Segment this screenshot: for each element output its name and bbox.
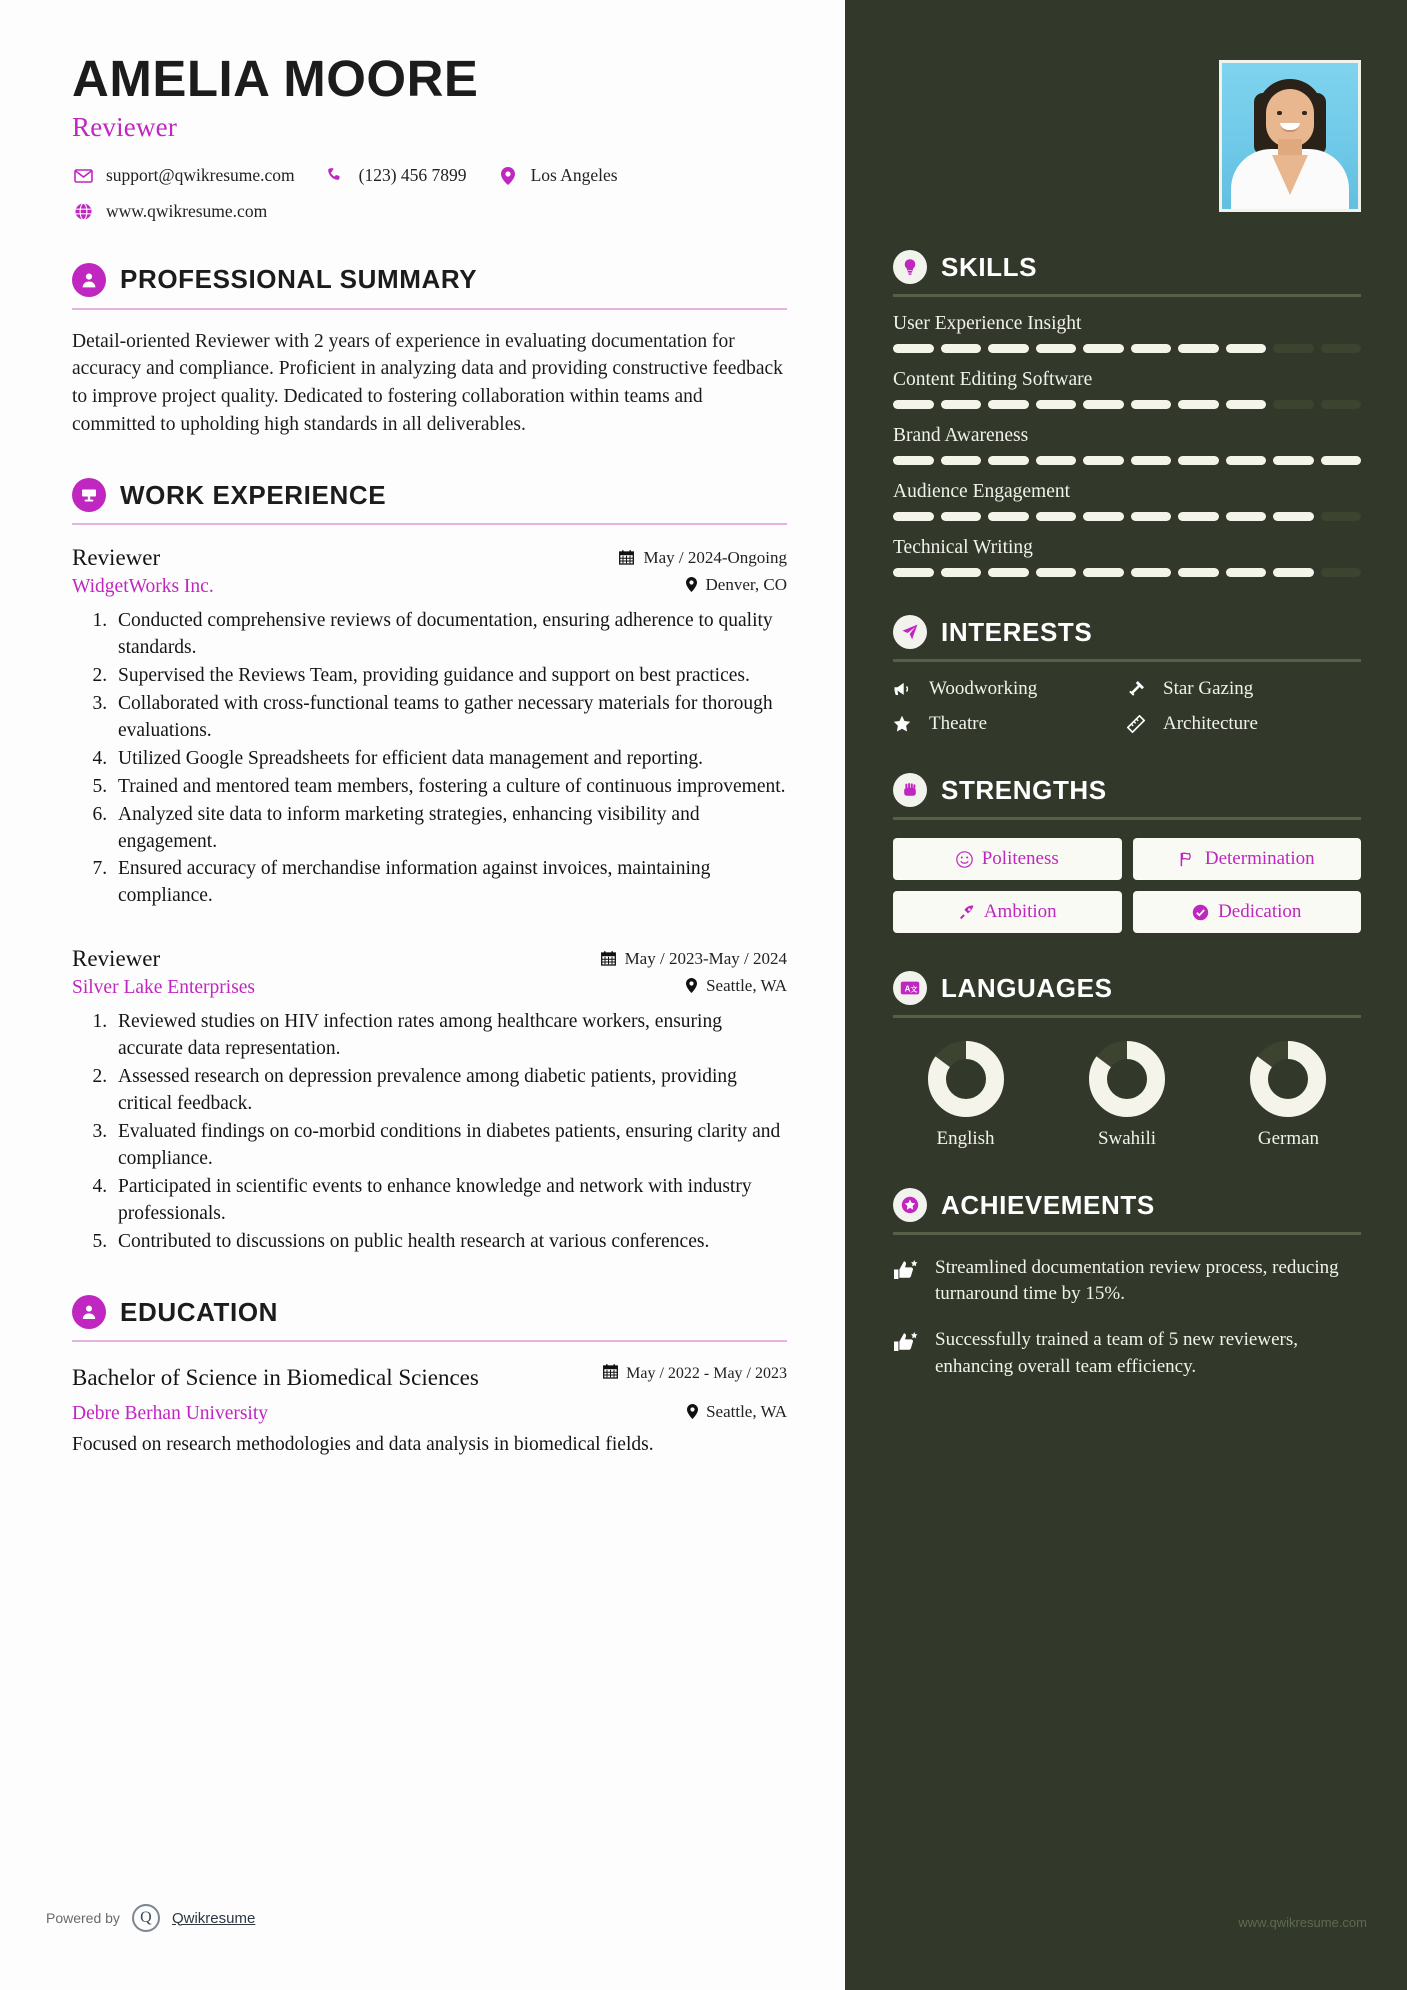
contact-row-2 (72, 201, 787, 223)
skill-segment (1273, 400, 1314, 409)
section-header (893, 1188, 1361, 1222)
skill-level-bar (893, 400, 1361, 409)
job-role-subtitle: Reviewer (72, 111, 178, 142)
section-header (893, 615, 1361, 649)
language-name: English (936, 1128, 995, 1149)
section-work-experience (72, 478, 787, 1255)
skill-segment (1321, 568, 1362, 577)
skill-level-bar (893, 344, 1361, 353)
skill-segment (1178, 568, 1219, 577)
globe-icon (72, 201, 94, 223)
section-languages (893, 971, 1361, 1150)
skill-item (893, 369, 1361, 409)
skill-segment (941, 344, 982, 353)
skill-segment (1273, 456, 1314, 465)
experience-location (686, 976, 787, 996)
education-title-row (72, 1364, 787, 1391)
skill-segment (1178, 456, 1219, 465)
briefcase-icon (72, 478, 106, 512)
section-divider (72, 1340, 787, 1342)
phone-icon (325, 165, 347, 187)
interest-item (1127, 713, 1361, 735)
skill-segment (1178, 400, 1219, 409)
experience-dates-text: May / 2024-Ongoing (643, 547, 787, 567)
skill-item (893, 537, 1361, 577)
language-item (893, 1040, 1038, 1150)
avatar (1219, 60, 1361, 212)
section-education (72, 1295, 787, 1458)
contact-phone-text: (123) 456 7899 (358, 165, 467, 186)
skill-segment (1321, 344, 1362, 353)
smiley-icon (956, 851, 973, 868)
footer-brand-link[interactable]: Qwikresume (171, 1909, 256, 1927)
list-item: 5. Contributed to discussions on public health research at various conferences. (112, 1229, 787, 1256)
education-date-separator: - (703, 1365, 710, 1383)
language-progress-donut (1249, 1040, 1327, 1118)
paper-plane-icon (893, 615, 927, 649)
megaphone-icon (893, 681, 919, 697)
svg-text:文: 文 (910, 986, 918, 994)
interest-label: Theatre (929, 713, 988, 734)
section-header (72, 1295, 787, 1329)
strength-item (1133, 838, 1362, 880)
section-skills (893, 250, 1361, 577)
experience-title-row (72, 946, 787, 972)
strength-label: Ambition (983, 901, 1057, 922)
section-title: INTERESTS (941, 616, 1093, 647)
skill-item (893, 313, 1361, 353)
contact-row-1 (72, 165, 787, 187)
skill-segment (1131, 400, 1172, 409)
sidebar-watermark: www.qwikresume.com (1238, 1915, 1367, 1930)
skill-segment (1273, 344, 1314, 353)
skill-name: Brand Awareness (893, 425, 1029, 446)
skill-level-bar (893, 456, 1361, 465)
list-item: 4. Utilized Google Spreadsheets for efficient data management and reporting. (112, 746, 787, 773)
achievement-item (893, 1327, 1361, 1379)
contact-info (72, 165, 787, 223)
section-title: WORK EXPERIENCE (120, 479, 387, 510)
avatar-eye-right (1302, 111, 1307, 115)
skill-segment (941, 568, 982, 577)
skill-segment (1083, 400, 1124, 409)
experience-job-title: Reviewer (72, 946, 161, 972)
star-icon (893, 715, 919, 733)
list-item: 6. Analyzed site data to inform marketing strategies, enhancing visibility and engagement. (112, 802, 787, 856)
contact-phone[interactable] (325, 165, 467, 187)
skill-segment (1178, 512, 1219, 521)
skill-segment (893, 344, 934, 353)
languages-list (893, 1040, 1361, 1150)
experience-location-text: Denver, CO (705, 574, 787, 594)
skill-segment (941, 400, 982, 409)
skill-segment (1131, 344, 1172, 353)
experience-company-row (72, 972, 787, 999)
language-item (1054, 1040, 1199, 1150)
skill-segment (1083, 512, 1124, 521)
achievement-text: Streamlined documentation review process, reducing turnaround time by 15%. (935, 1257, 1339, 1305)
education-dates (603, 1364, 787, 1384)
section-title: EDUCATION (120, 1296, 279, 1327)
section-header (72, 263, 787, 297)
experience-dates-text: May / 2023-May / 2024 (624, 948, 787, 968)
section-header (893, 971, 1361, 1005)
skill-segment (941, 456, 982, 465)
skill-segment (1083, 344, 1124, 353)
skill-segment (893, 456, 934, 465)
lightbulb-icon (893, 250, 927, 284)
section-professional-summary (72, 263, 787, 439)
map-pin-icon (686, 978, 697, 993)
skill-segment (988, 512, 1029, 521)
language-name: Swahili (1097, 1128, 1157, 1149)
section-title: LANGUAGES (941, 972, 1113, 1003)
experience-bullet-list (72, 608, 787, 910)
graduation-icon (72, 1295, 106, 1329)
skill-level-bar (893, 512, 1361, 521)
skill-segment (988, 400, 1029, 409)
avatar-collar (1272, 155, 1308, 195)
experience-job-title: Reviewer (72, 545, 161, 571)
contact-email-text: support@qwikresume.com (106, 165, 295, 186)
interest-label: Architecture (1163, 713, 1258, 734)
strength-label: Determination (1204, 848, 1315, 869)
contact-location (497, 165, 618, 187)
envelope-icon (72, 165, 94, 187)
skill-segment (988, 568, 1029, 577)
skill-name: User Experience Insight (893, 313, 1082, 334)
skill-segment (1321, 400, 1362, 409)
skill-segment (1226, 344, 1267, 353)
skill-segment (1226, 400, 1267, 409)
skill-segment (1273, 568, 1314, 577)
skill-name: Technical Writing (893, 537, 1033, 558)
thumbs-up-star-icon (893, 1327, 923, 1379)
interest-label: Star Gazing (1163, 678, 1254, 699)
check-circle-icon (1192, 904, 1209, 921)
strength-item (893, 838, 1122, 880)
map-pin-icon (687, 1404, 698, 1419)
skill-segment (1083, 568, 1124, 577)
list-item: 1. Reviewed studies on HIV infection rates among healthcare workers, ensuring accurate data representation. (112, 1009, 787, 1063)
list-item: 5. Trained and mentored team members, fostering a culture of continuous improvement. (112, 774, 787, 801)
skill-segment (1036, 400, 1077, 409)
section-divider (893, 1232, 1361, 1235)
contact-website-text: www.qwikresume.com (106, 201, 268, 222)
sidebar (845, 0, 1407, 1990)
list-item: 7. Ensured accuracy of merchandise information against invoices, maintaining compliance. (112, 856, 787, 910)
section-divider (72, 308, 787, 310)
skill-segment (1321, 512, 1362, 521)
interest-item (893, 713, 1127, 735)
interest-label: Woodworking (929, 678, 1038, 699)
skill-item (893, 481, 1361, 521)
education-description: Focused on research methodologies and data analysis in biomedical fields. (72, 1434, 654, 1456)
skill-segment (1036, 456, 1077, 465)
skill-segment (893, 512, 934, 521)
section-divider (893, 294, 1361, 297)
language-progress-donut (927, 1040, 1005, 1118)
calendar-icon (619, 550, 634, 565)
rocket-icon (958, 904, 975, 921)
skill-item (893, 425, 1361, 465)
section-title: PROFESSIONAL SUMMARY (120, 264, 478, 295)
skill-segment (1226, 456, 1267, 465)
section-header (893, 773, 1361, 807)
svg-text:A: A (904, 984, 911, 994)
experience-company-row (72, 571, 787, 598)
section-title: ACHIEVEMENTS (941, 1189, 1155, 1220)
section-strengths (893, 773, 1361, 933)
achievement-text: Successfully trained a team of 5 new reviewers, enhancing overall team efficiency. (935, 1329, 1298, 1377)
experience-company: WidgetWorks Inc. (72, 576, 214, 598)
skill-segment (1131, 456, 1172, 465)
strength-label: Politeness (981, 848, 1059, 869)
skill-name: Content Editing Software (893, 369, 1093, 390)
section-divider (72, 523, 787, 525)
strengths-list (893, 838, 1361, 933)
skill-segment (988, 344, 1029, 353)
section-achievements (893, 1188, 1361, 1380)
map-pin-icon (497, 165, 519, 187)
education-entry (72, 1364, 787, 1458)
education-date-start: May / 2022 (626, 1365, 700, 1383)
list-item: 4. Participated in scientific events to enhance knowledge and network with industry professionals. (112, 1174, 787, 1228)
skill-segment (1226, 512, 1267, 521)
strength-item (893, 891, 1122, 933)
skill-segment (1083, 456, 1124, 465)
list-item: 2. Assessed research on depression prevalence among diabetic patients, providing critical feedback. (112, 1064, 787, 1118)
calendar-icon (601, 951, 616, 966)
skill-segment (941, 512, 982, 521)
strength-label: Dedication (1218, 901, 1302, 922)
thumbs-up-star-icon (893, 1255, 923, 1307)
avatar-eye-left (1277, 111, 1282, 115)
skill-segment (1273, 512, 1314, 521)
skill-segment (988, 456, 1029, 465)
strength-item (1133, 891, 1362, 933)
section-divider (893, 1015, 1361, 1018)
qwikresume-logo-icon: Q (132, 1904, 160, 1932)
skill-segment (1036, 568, 1077, 577)
achievement-item (893, 1255, 1361, 1307)
education-date-end: May / 2023 (713, 1365, 787, 1383)
section-divider (893, 817, 1361, 820)
experience-location-text: Seattle, WA (706, 975, 787, 995)
skill-segment (1178, 344, 1219, 353)
education-school-row (72, 1402, 787, 1426)
skill-segment (1036, 512, 1077, 521)
section-title: SKILLS (941, 251, 1038, 282)
section-title: STRENGTHS (941, 774, 1107, 805)
language-item (1216, 1040, 1361, 1150)
experience-dates (619, 548, 787, 568)
experience-bullet-list (72, 1009, 787, 1255)
star-badge-icon (893, 1188, 927, 1222)
ruler-icon (1127, 715, 1153, 733)
education-location (687, 1402, 787, 1422)
interests-list (893, 678, 1361, 735)
section-divider (893, 659, 1361, 662)
skill-segment (1036, 344, 1077, 353)
translate-icon (893, 971, 927, 1005)
experience-dates (601, 949, 787, 969)
language-name: German (1257, 1128, 1320, 1149)
list-item: 1. Conducted comprehensive reviews of documentation, ensuring adherence to quality standards. (112, 608, 787, 662)
skill-segment (1226, 568, 1267, 577)
list-item: 3. Collaborated with cross-functional teams to gather necessary materials for thorough evaluations. (112, 691, 787, 745)
list-item: 2. Supervised the Reviews Team, providing guidance and support on best practices. (112, 663, 787, 690)
hammer-icon (1127, 680, 1153, 698)
language-progress-donut (1088, 1040, 1166, 1118)
footer-powered-by: Powered by (46, 1910, 120, 1926)
education-school: Debre Berhan University (72, 1403, 269, 1425)
skill-segment (1321, 456, 1362, 465)
interest-item (1127, 678, 1361, 700)
skill-segment (893, 400, 934, 409)
skill-segment (893, 568, 934, 577)
flag-icon (1179, 851, 1196, 868)
skill-name: Audience Engagement (893, 481, 1071, 502)
list-item: 3. Evaluated findings on co-morbid conditions in diabetes patients, ensuring clarity and compliance. (112, 1119, 787, 1173)
calendar-icon (603, 1364, 618, 1384)
summary-text: Detail-oriented Reviewer with 2 years of experience in evaluating documentation for accuracy and compliance. Proficient in analyzing data and providing constructive feedback to improve project quality. Dedicated to fostering collaboration within teams and committed to upholding high standards in all deliverables. (72, 330, 783, 435)
contact-website[interactable] (72, 201, 267, 223)
education-degree: Bachelor of Science in Biomedical Sciences (72, 1365, 479, 1391)
contact-email[interactable] (72, 165, 295, 187)
skill-segment (1131, 568, 1172, 577)
user-icon (72, 263, 106, 297)
experience-entry (72, 946, 787, 1255)
education-location-text: Seattle, WA (706, 1401, 787, 1421)
experience-location (686, 575, 787, 595)
interest-item (893, 678, 1127, 700)
experience-entry (72, 545, 787, 910)
contact-location-text: Los Angeles (530, 165, 618, 186)
section-interests (893, 615, 1361, 735)
skill-segment (1131, 512, 1172, 521)
section-header (893, 250, 1361, 284)
page-title: AMELIA MOORE (72, 50, 479, 107)
experience-title-row (72, 545, 787, 571)
fist-icon (893, 773, 927, 807)
experience-company: Silver Lake Enterprises (72, 977, 256, 999)
section-header (72, 478, 787, 512)
skill-level-bar (893, 568, 1361, 577)
footer (46, 1904, 255, 1932)
map-pin-icon (686, 577, 697, 592)
